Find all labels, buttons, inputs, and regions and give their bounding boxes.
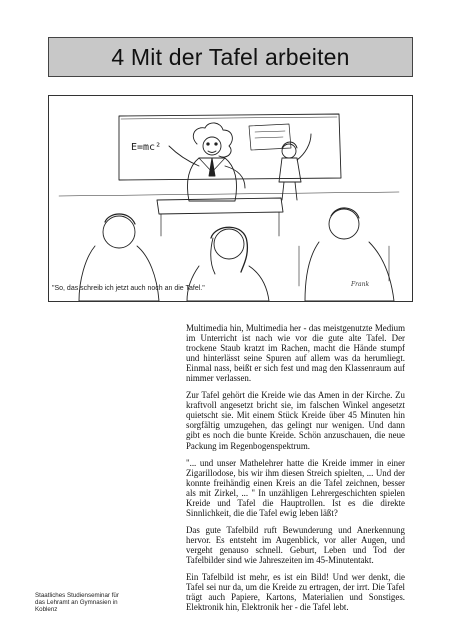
footer-line: Staatliches Studienseminar für	[35, 592, 119, 599]
chapter-title-bar	[48, 37, 413, 77]
classroom-cartoon	[49, 96, 412, 301]
paragraph: Das gute Tafelbild ruft Bewunderung und Anerkennung hervor. Es entsteht im Augenblick, vor aller Augen, und vergeht genauso schnell. Geburt, Leben und Tod der Tafelbilder sind wie Jahreszeiten im 45-Minutentakt.	[186, 524, 405, 565]
chapter-title: 4 Mit der Tafel arbeiten	[111, 43, 350, 70]
cartoon-figure	[48, 95, 413, 302]
figure-caption: "So, das schreib ich jetzt auch noch an die Tafel."	[52, 285, 205, 292]
footer-line: Koblenz	[35, 606, 58, 614]
paragraph: "... und unser Mathelehrer hatte die Kreide immer in einer Zigarillodose, bis wir ihm diesen Streich spielten, ... Und der konnte freihändig einen Kreis an die Tafel zeichnen, besser als mit Zirkel, ... " In unzähligen Lehrergeschichten spielen Kreide und Tafel die Hauptrollen. Ist es die direkte Sinnlichkeit, die die Tafel ewig leben läßt?	[186, 457, 405, 518]
footer-line: das Lehramt an Gymnasien in	[35, 599, 118, 607]
chalkboard-formula: E=mc²	[131, 142, 162, 153]
teacher-desk	[157, 198, 283, 214]
institution-footer	[35, 592, 125, 614]
paragraph: Ein Tafelbild ist mehr, es ist ein Bild! Und wer denkt, die Tafel sei nur da, um die Kreide zu ertragen, der irrt. Die Tafel trägt auch Papiere, Kartons, Materialien und Sonstiges. Elektronik hin, Elektronik her - die Tafel lebt.	[186, 572, 405, 613]
paragraph: Zur Tafel gehört die Kreide wie das Amen in der Kirche. Zu kraftvoll angesetzt bricht sie, im falschen Winkel angesetzt quietscht sie. Mit einem Stück Kreide über 45 Minuten hin sorgfältig umzugehen, das gelingt nur wenigen. Und dann gibt es noch die bunte Kreide. Schön anzuschauen, die neue Packung im Regenbogenspektrum.	[186, 390, 405, 451]
artist-signature: Frank	[351, 281, 370, 288]
body-text	[186, 323, 405, 619]
student-head-right	[329, 209, 359, 239]
paragraph: Multimedia hin, Multimedia her - das meistgenutzte Medium im Unterricht ist nach wie vor die gute alte Tafel. Der trockene Staub kratzt im Rachen, macht die Hände stumpf und hinterlässt seine Spuren auf allem was da herumliegt. Einmal nass, beißt er sich fest und mag den Klassenraum auf nimmer verlassen.	[186, 323, 405, 384]
student-head-left	[103, 216, 135, 248]
